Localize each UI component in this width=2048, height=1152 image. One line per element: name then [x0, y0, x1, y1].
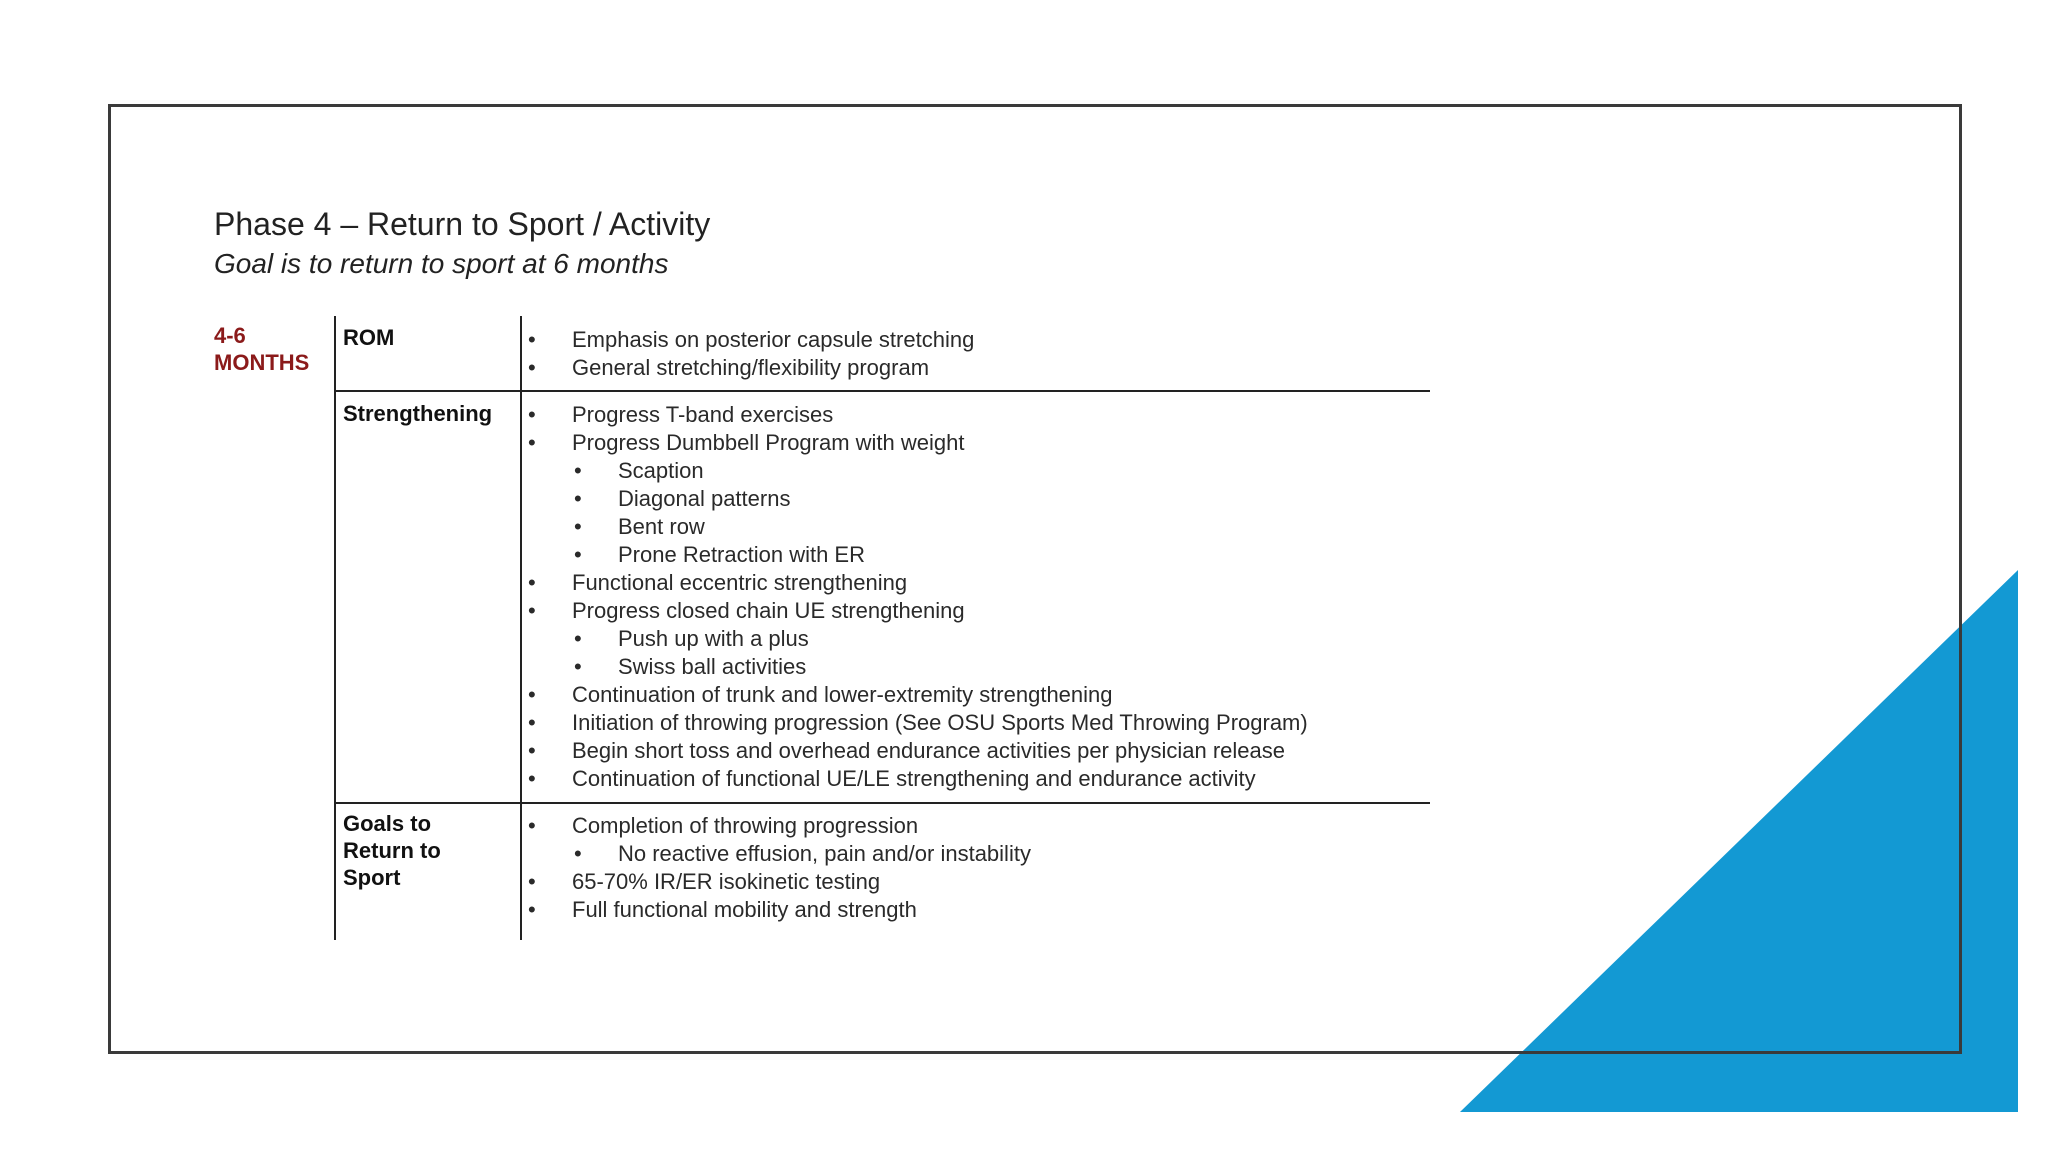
slide-frame	[108, 104, 1962, 1054]
months-label	[214, 322, 309, 376]
bullet-icon: •	[528, 327, 536, 352]
bullet-icon: •	[528, 682, 536, 707]
bullet-icon: •	[528, 766, 536, 791]
bullet-icon: •	[574, 626, 582, 651]
bullet-icon: •	[574, 542, 582, 567]
bullet-icon: •	[528, 738, 536, 763]
bullet-icon: •	[528, 897, 536, 922]
page-subtitle: Goal is to return to sport at 6 months	[214, 248, 669, 279]
bullet-icon: •	[528, 430, 536, 455]
category-goals-to-return-to-sport	[343, 810, 441, 891]
page-title: Phase 4 – Return to Sport / Activity	[214, 206, 711, 242]
months-range: 4-6	[214, 323, 246, 348]
row-divider-strengthening	[334, 802, 1430, 804]
bullet-icon: •	[574, 458, 582, 483]
bullet-icon: •	[528, 598, 536, 623]
bullet-icon: •	[528, 813, 536, 838]
bullet-icon: •	[528, 402, 536, 427]
bullet-icon: •	[574, 514, 582, 539]
bullet-icon: •	[528, 710, 536, 735]
bullet-icon: •	[528, 869, 536, 894]
category-strengthening: Strengthening	[343, 401, 493, 426]
category-rom: ROM	[343, 325, 395, 350]
bullet-icon: •	[528, 570, 536, 595]
bullet-icon: •	[574, 841, 582, 866]
category-line: Return to	[343, 838, 441, 863]
bullet-icon: •	[528, 355, 536, 380]
bullet-icon: •	[574, 654, 582, 679]
row-divider-rom	[334, 390, 1430, 392]
bullet-icon: •	[574, 486, 582, 511]
table-left-border	[334, 316, 336, 940]
table-column-divider	[520, 316, 522, 940]
category-line: Goals to	[343, 811, 432, 836]
category-line: Sport	[343, 865, 401, 890]
months-unit: MONTHS	[214, 350, 310, 375]
